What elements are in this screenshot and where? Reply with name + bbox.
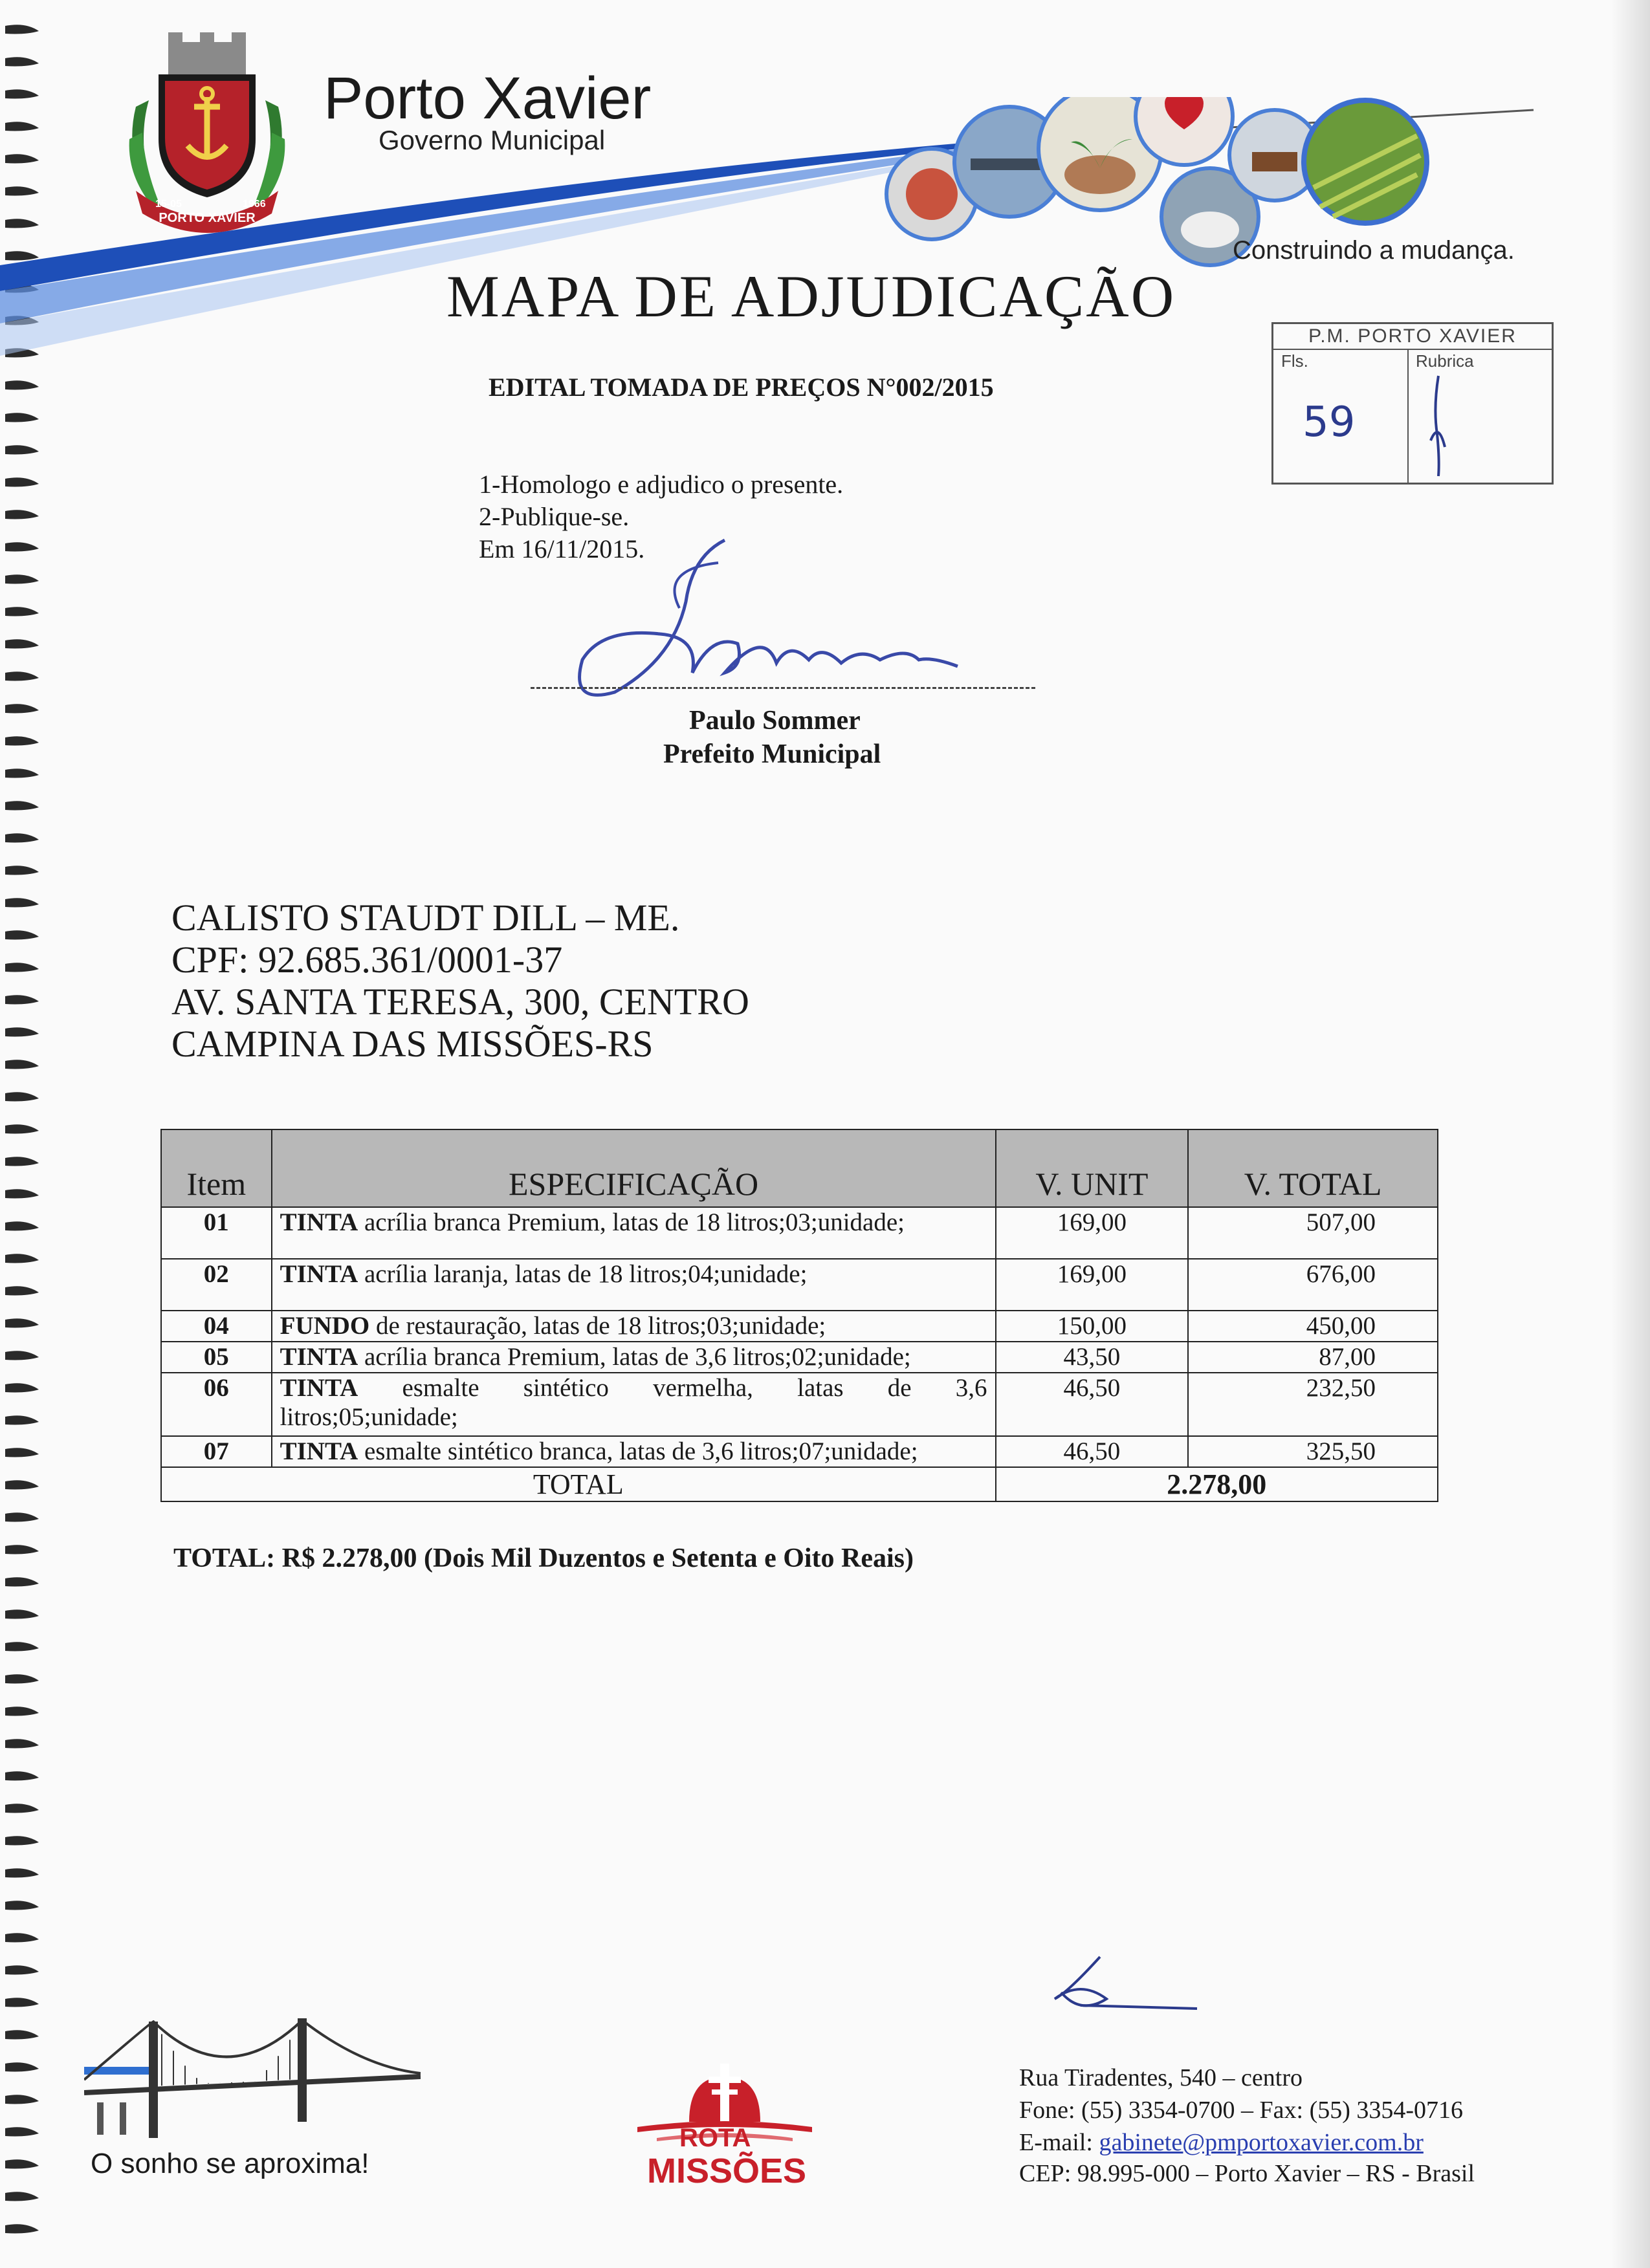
row-unit: 46,50 [996, 1436, 1189, 1467]
table-row [161, 1311, 1438, 1342]
binding-hole [5, 2095, 39, 2104]
binding-hole [5, 2062, 39, 2071]
binding-hole [5, 1609, 39, 1619]
binding-hole [5, 1157, 39, 1166]
row-spec [272, 1342, 996, 1373]
binding-hole [5, 1901, 39, 1910]
binding-hole [5, 2127, 39, 2136]
row-spec-text: acrília branca Premium, latas de 18 litros;03;unidade; [358, 1208, 905, 1236]
table-row [161, 1259, 1438, 1311]
binding-hole [5, 1577, 39, 1586]
binding-hole [5, 542, 39, 551]
row-total: 676,00 [1188, 1259, 1438, 1311]
signature-line [531, 687, 1035, 689]
table-row [161, 1207, 1438, 1259]
row-unit: 43,50 [996, 1342, 1189, 1373]
binding-hole [5, 995, 39, 1004]
stamp-title: P.M. PORTO XAVIER [1273, 324, 1552, 350]
binding-hole [5, 1092, 39, 1101]
footer-address: Rua Tiradentes, 540 – centro [1019, 2064, 1303, 2091]
row-spec-text: esmalte sintético branca, latas de 3,6 litros;07;unidade; [358, 1437, 918, 1465]
row-spec [272, 1207, 996, 1259]
row-total: 232,50 [1188, 1373, 1438, 1436]
row-spec [272, 1436, 996, 1467]
binding-hole [5, 1836, 39, 1845]
binding-hole [5, 1545, 39, 1554]
footer-motto: O sonho se aproxima! [91, 2148, 369, 2179]
crest-year: 1966 [243, 199, 266, 210]
binding-hole [5, 2159, 39, 2168]
binding-hole [5, 930, 39, 939]
row-unit: 46,50 [996, 1373, 1189, 1436]
binding-hole [5, 574, 39, 583]
bridge-logo [84, 2015, 421, 2144]
row-total: 450,00 [1188, 1311, 1438, 1342]
header-item: Item [161, 1129, 272, 1207]
binding-hole [5, 1351, 39, 1360]
binding-hole [5, 1060, 39, 1069]
binding-hole [5, 1383, 39, 1392]
decree-line-1: 1-Homologo e adjudico o presente. [479, 470, 844, 499]
binding-hole [5, 769, 39, 778]
row-unit: 169,00 [996, 1259, 1189, 1311]
binding-hole [5, 2030, 39, 2039]
binding-hole [5, 963, 39, 972]
row-unit: 150,00 [996, 1311, 1189, 1342]
binding-hole [5, 1512, 39, 1521]
binding-hole [5, 1448, 39, 1457]
binding-hole [5, 57, 39, 66]
binding-hole [5, 898, 39, 907]
supplier-city: CAMPINA DAS MISSÕES-RS [171, 1023, 654, 1065]
row-item: 07 [161, 1436, 272, 1467]
row-spec-line-1 [280, 1373, 987, 1402]
binding-hole [5, 445, 39, 454]
header-spec: ESPECIFICAÇÃO [272, 1129, 996, 1207]
footer-email [1019, 2128, 1424, 2157]
decree-line-2: 2-Publique-se. [479, 502, 630, 531]
total-value: 2.278,00 [996, 1467, 1438, 1501]
binding-hole [5, 1998, 39, 2007]
email-link[interactable]: gabinete@pmportoxavier.com.br [1099, 2129, 1424, 2156]
stamp-rubrica-label: Rubrica [1416, 351, 1474, 371]
table-header-row [161, 1129, 1438, 1207]
table-total-row [161, 1467, 1438, 1501]
email-label: E-mail: [1019, 2129, 1099, 2156]
binding-hole [5, 2224, 39, 2233]
row-spec [272, 1373, 996, 1436]
binding-hole [5, 607, 39, 616]
document-title: MAPA DE ADJUDICAÇÃO [446, 263, 1176, 329]
binding-hole [5, 833, 39, 842]
row-spec-bold: TINTA [280, 1343, 358, 1371]
binding-hole [5, 639, 39, 648]
stamp-divider [1407, 349, 1409, 483]
row-item: 05 [161, 1342, 272, 1373]
table-row [161, 1373, 1438, 1436]
binding-hole [5, 1674, 39, 1683]
header-total-value: V. TOTAL [1188, 1129, 1438, 1207]
edital-reference: EDITAL TOMADA DE PREÇOS N°002/2015 [489, 373, 994, 402]
row-spec-text: esmalte sintético vermelha, latas de 3,6 [402, 1374, 987, 1402]
binding-hole [5, 1254, 39, 1263]
row-spec-bold: TINTA [280, 1260, 358, 1288]
row-unit: 169,00 [996, 1207, 1189, 1259]
table-row [161, 1342, 1438, 1373]
table-row [161, 1436, 1438, 1467]
binding-hole [5, 1706, 39, 1716]
binding-hole [5, 1933, 39, 1942]
rota-label: ROTA [679, 2124, 751, 2152]
mayor-signature [531, 530, 1022, 725]
binding-hole [5, 1124, 39, 1133]
binding-hole [5, 477, 39, 486]
crest-ribbon-text: PORTO XAVIER [159, 211, 256, 225]
row-spec [272, 1259, 996, 1311]
missoes-label: MISSÕES [647, 2152, 807, 2190]
total-in-words: TOTAL: R$ 2.278,00 (Dois Mil Duzentos e Setenta e Oito Reais) [173, 1543, 914, 1573]
row-total: 87,00 [1188, 1342, 1438, 1373]
row-spec-bold: FUNDO [280, 1312, 370, 1340]
binding-hole [5, 25, 39, 34]
binding-hole [5, 1771, 39, 1780]
supplier-document: CPF: 92.685.361/0001-37 [171, 939, 563, 981]
decree-date: Em 16/11/2015. [479, 534, 645, 563]
binding-hole [5, 1480, 39, 1489]
row-spec-text: de restauração, latas de 18 litros;03;unidade; [369, 1312, 826, 1340]
stamp-page-number: 59 [1303, 398, 1356, 446]
row-total: 507,00 [1188, 1207, 1438, 1259]
binding-hole [5, 671, 39, 681]
binding-hole [5, 2192, 39, 2201]
row-spec-line-2: litros;05;unidade; [280, 1403, 458, 1431]
binding-hole [5, 1642, 39, 1651]
row-spec-bold: TINTA [280, 1208, 358, 1236]
binding-hole [5, 1221, 39, 1230]
header-unit-value: V. UNIT [996, 1129, 1189, 1207]
row-item: 04 [161, 1311, 272, 1342]
binding-hole [5, 380, 39, 389]
signer-name: Paulo Sommer [689, 706, 861, 736]
slogan: Construindo a mudança. [1233, 236, 1515, 265]
binding-hole [5, 413, 39, 422]
row-item: 02 [161, 1259, 272, 1311]
binding-hole [5, 736, 39, 745]
municipal-crest-logo [110, 29, 304, 243]
binding-hole [5, 1415, 39, 1424]
row-item: 01 [161, 1207, 272, 1259]
row-spec-text: acrília laranja, latas de 18 litros;04;unidade; [358, 1260, 808, 1288]
row-spec-bold: TINTA [280, 1374, 358, 1402]
binding-hole [5, 1318, 39, 1327]
total-label: TOTAL [161, 1467, 996, 1501]
binding-hole [5, 510, 39, 519]
initial-signature [1042, 1954, 1204, 2025]
footer-phone: Fone: (55) 3354-0700 – Fax: (55) 3354-0716 [1019, 2097, 1464, 2124]
page-stamp [1271, 322, 1554, 485]
row-total: 325,50 [1188, 1436, 1438, 1467]
page-edge-shadow [1611, 0, 1650, 2268]
crest-date: 15-05 [155, 199, 182, 210]
row-spec [272, 1311, 996, 1342]
binding-hole [5, 1027, 39, 1036]
adjudication-table [160, 1129, 1438, 1502]
binding-hole [5, 1189, 39, 1198]
city-name: Porto Xavier [324, 65, 652, 131]
signer-role: Prefeito Municipal [663, 739, 881, 769]
government-label: Governo Municipal [379, 125, 606, 155]
binding-hole [5, 1804, 39, 1813]
supplier-name: CALISTO STAUDT DILL – ME. [171, 897, 680, 939]
row-item: 06 [161, 1373, 272, 1436]
supplier-address: AV. SANTA TERESA, 300, CENTRO [171, 981, 749, 1023]
row-spec-bold: TINTA [280, 1437, 358, 1465]
binding-hole [5, 866, 39, 875]
binding-hole [5, 1868, 39, 1877]
row-spec-text: acrília branca Premium, latas de 3,6 litros;02;unidade; [358, 1343, 911, 1371]
binding-hole [5, 704, 39, 713]
footer-cep: CEP: 98.995-000 – Porto Xavier – RS - Brasil [1019, 2160, 1475, 2187]
stamp-fls-label: Fls. [1281, 351, 1308, 371]
rubrica-mark [1419, 369, 1458, 479]
binding-hole [5, 801, 39, 810]
binding-hole [5, 1739, 39, 1748]
binding-hole [5, 1286, 39, 1295]
binding-hole [5, 1965, 39, 1974]
